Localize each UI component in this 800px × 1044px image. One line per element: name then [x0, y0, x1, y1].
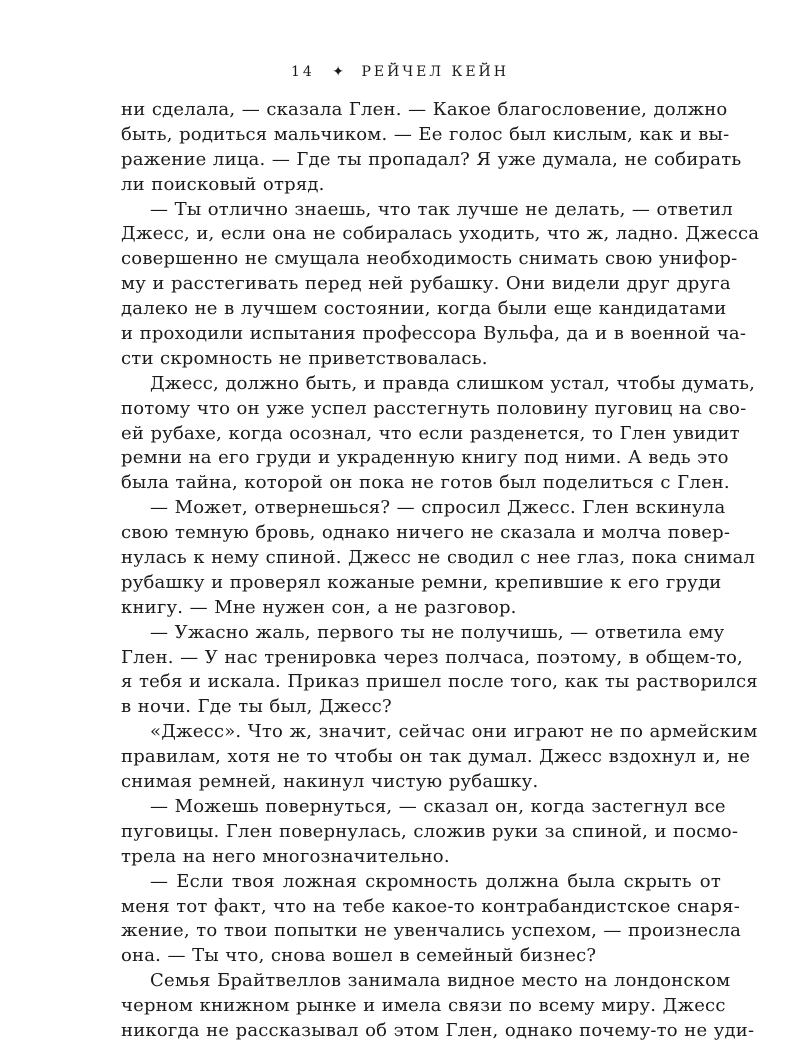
- text-line: меня тот факт, что на тебе какое-то контрабандистское снаря-: [121, 895, 740, 917]
- text-line: ражение лица. — Где ты пропадал? Я уже думала, не собирать: [121, 148, 742, 170]
- text-line: — Если твоя ложная скромность должна была скрыть от: [150, 870, 721, 892]
- text-line: никогда не рассказывал об этом Глен, однако почему-то не уди-: [121, 1019, 755, 1041]
- text-line: далеко не в лучшем состоянии, когда были еще кандидатами: [121, 298, 727, 320]
- text-line: — Ужасно жаль, первого ты не получишь, — ответила ему: [150, 621, 725, 643]
- text-line: в ночи. Где ты был, Джесс?: [121, 696, 392, 718]
- text-line: свою темную бровь, однако ничего не сказала и молча повер-: [121, 522, 731, 544]
- text-line: — Можешь повернуться, — сказал он, когда застегнул все: [150, 795, 726, 817]
- text-line: ремни на его груди и украденную книгу под ними. А ведь это: [121, 447, 729, 469]
- text-line: ни сделала, — сказала Глен. — Какое благословение, должно: [121, 99, 728, 120]
- text-line: ей рубахе, когда осознал, что если разденется, то Глен увидит: [121, 422, 740, 444]
- text-line: пуговицы. Глен повернулась, сложив руки за спиной, и посмо-: [121, 820, 739, 842]
- text-line: и проходили испытания профессора Вульфа, да и в военной ча-: [121, 323, 747, 345]
- text-line: жение, то твои попытки не увенчались успехом, — произнесла: [121, 920, 742, 942]
- text-line: му и расстегивать перед ней рубашку. Они видели друг друга: [121, 273, 731, 295]
- text-line: рубашку и проверял кожаные ремни, крепившие к его груди: [121, 571, 722, 593]
- text-line: нулась к нему спиной. Джесс не сводил с нее глаз, пока снимал: [121, 547, 756, 569]
- text-line: сти скромность не приветствовалась.: [121, 347, 488, 369]
- text-line: Джесс, и, если она не собиралась уходить, что ж, ладно. Джесса: [121, 223, 760, 245]
- text-line: снимая ремней, накинул чистую рубашку.: [121, 771, 539, 793]
- text-line: Джесс, должно быть, и правда слишком устал, чтобы думать,: [150, 372, 756, 394]
- text-line: трела на него многозначительно.: [121, 845, 450, 867]
- text-line: «Джесс». Что ж, значит, сейчас они играют не по армейским: [150, 721, 758, 743]
- star-separator-icon: ✦: [332, 64, 345, 80]
- text-line: она. — Ты что, снова вошел в семейный бизнес?: [121, 945, 597, 967]
- text-line: правилам, хотя не то чтобы он так думал. Джесс вздохнул и, не: [121, 746, 751, 768]
- text-line: книгу. — Мне нужен сон, а не разговор.: [121, 596, 517, 618]
- running-head: [0, 64, 800, 80]
- text-line: быть, родиться мальчиком. — Ее голос был кислым, как и вы-: [121, 123, 730, 145]
- text-line: совершенно не смущала необходимость снимать свою унифор-: [121, 248, 738, 270]
- text-line: черном книжном рынке и имела связи по всему миру. Джесс: [121, 995, 726, 1017]
- body-text: [121, 98, 760, 1044]
- text-line: была тайна, которой он пока не готов был поделиться с Глен.: [121, 472, 730, 494]
- text-line: Глен. — У нас тренировка через полчаса, поэтому, в общем-то,: [121, 646, 743, 668]
- text-line: потому что он уже успел расстегнуть половину пуговиц на сво-: [121, 397, 747, 419]
- text-line: Семья Брайтвеллов занимала видное место на лондонском: [150, 970, 731, 992]
- text-line: я тебя и искала. Приказ пришел после того, как ты растворился: [121, 671, 758, 693]
- author-name: РЕЙЧЕЛ КЕЙН: [361, 64, 509, 80]
- page-number: 14: [291, 64, 315, 80]
- text-line: ли поисковый отряд.: [121, 173, 325, 195]
- text-line: — Может, отвернешься? — спросил Джесс. Глен вскинула: [150, 497, 726, 519]
- text-line: — Ты отлично знаешь, что так лучше не делать, — ответил: [150, 198, 733, 220]
